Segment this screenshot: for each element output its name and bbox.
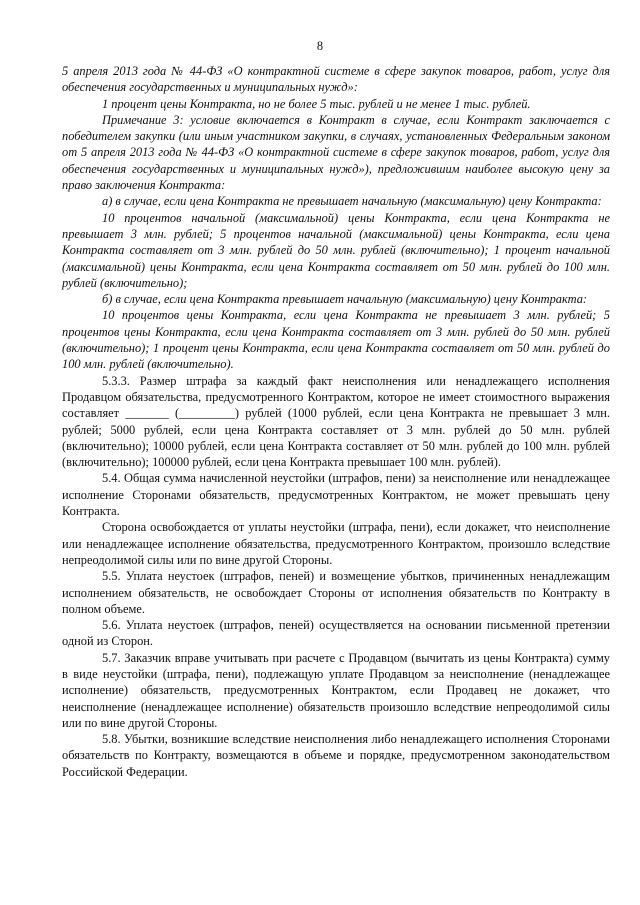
paragraph-case-b: б) в случае, если цена Контракта превышает начальную (максимальную) цену Контракта: — [102, 292, 588, 307]
paragraph-law-reference: 5 апреля 2013 года № 44-ФЗ «О контрактной системе в сфере закупок товаров, работ, услуг для обеспечения государственных и муниципальных нужд»: — [62, 64, 610, 95]
paragraph-note-3: Примечание 3: условие включается в Контракт в случае, если Контракт заключается с победителем закупки (или иным участником закупки, в случаях, установленных Федеральным законом от 5 апреля 2013 года № 44-ФЗ «О контрактной системе в сфере закупок товаров, работ, услуг для обеспечения государственных и муниципальных нужд»), предложившим наиболее высокую цену за право заключения Контракта: — [62, 112, 610, 193]
paragraph-5-3-3: 5.3.3. Размер штрафа за каждый факт неисполнения или ненадлежащего исполнения Продавцом обязательства, предусмотренного Контрактом, которое не имеет стоимостного выражения составляет _______ (_________) рублей (1000 рублей, если цена Контракта не превышает 3 млн. рублей; 5000 рублей, если цена Контракта составляет от 3 млн. рублей до 50 млн. рублей (включительно); 10000 рублей, если цена Контракта составляет от 50 млн. рублей до 100 млн. рублей (включительно); 100000 рублей, если цена Контракта превышает 100 млн. рублей). — [62, 373, 610, 470]
document-body — [62, 63, 610, 780]
paragraph-5-5: 5.5. Уплата неустоек (штрафов, пеней) и возмещение убытков, причиненных ненадлежащим исполнением обязательств, не освобождает Стороны от исполнения обязательств по Контракту в полном объеме. — [62, 569, 610, 616]
paragraph-5-8: 5.8. Убытки, возникшие вследствие неисполнения либо ненадлежащего исполнения Сторонами обязательств по Контракту, возмещаются в объеме и порядке, предусмотренном законодательством Российской Федерации. — [62, 732, 610, 779]
paragraph-exemption: Сторона освобождается от уплаты неустойки (штрафа, пени), если докажет, что неисполнение или ненадлежащее исполнение обязательства, предусмотренного Контрактом, произошло вследствие непреодолимой силы или по вине другой Стороны. — [62, 520, 610, 567]
page-number: 8 — [316, 39, 324, 53]
paragraph-5-4: 5.4. Общая сумма начисленной неустойки (штрафов, пени) за неисполнение или ненадлежащее исполнение Сторонами обязательств, предусмотренных Контрактом, не может превышать цену Контракта. — [62, 471, 610, 519]
paragraph-case-b-rates: 10 процентов цены Контракта, если цена Контракта не превышает 3 млн. рублей; 5 процентов цены Контракта, если цена Контракта составляет от 3 млн. рублей до 50 млн. рублей (включительно); 1 процент цены Контракта, если цена Контракта составляет от 50 млн. рублей до 100 млн. рублей (включительно). — [62, 308, 610, 372]
paragraph-5-7: 5.7. Заказчик вправе учитывать при расчете с Продавцом (вычитать из цены Контракта) сумму в виде неустойки (штрафа, пени), подлежащую уплате Продавцом за неисполнение (ненадлежащее исполнение) обязательств, предусмотренных Контрактом, если Продавец не докажет, что неисполнение (ненадлежащее исполнение) обязательств произошло вследствие непреодолимой силы или по вине другой Стороны. — [62, 650, 610, 730]
paragraph-5-6: 5.6. Уплата неустоек (штрафов, пеней) осуществляется на основании письменной претензии одной из Сторон. — [62, 618, 610, 649]
paragraph-case-a: а) в случае, если цена Контракта не превышает начальную (максимальную) цену Контракта: — [102, 194, 602, 209]
paragraph-one-percent: 1 процент цены Контракта, но не более 5 тыс. рублей и не менее 1 тыс. рублей. — [102, 96, 531, 111]
paragraph-case-a-rates: 10 процентов начальной (максимальной) цены Контракта, если цена Контракта не превышает 3 млн. рублей; 5 процентов начальной (максимальной) цены Контракта, если цена Контракта составляет от 3 млн. рублей до 50 млн. рублей (включительно); 1 процент начальной (максимальной) цены Контракта, если цена Контракта составляет от 50 млн. рублей до 100 млн. рублей (включительно); — [62, 210, 610, 290]
